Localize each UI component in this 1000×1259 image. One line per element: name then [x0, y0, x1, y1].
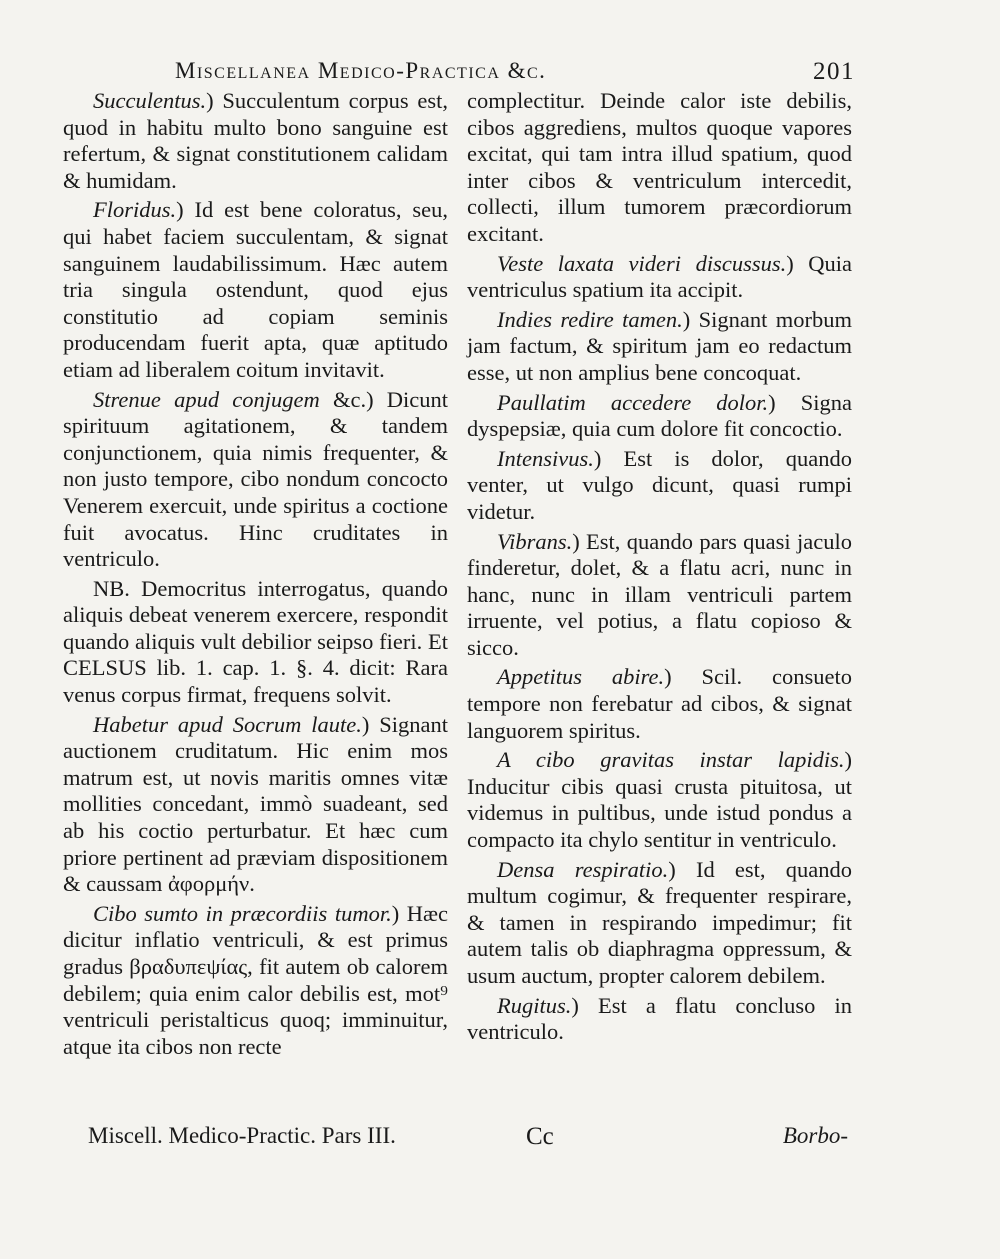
lemma: Paullatim accedere dolor. [497, 389, 769, 415]
commentary-entry [63, 88, 448, 194]
entry-text: ) Id est, quando multum cogimur, & frequenter respirare, & tamen in respirando impedimur; fit autem talis ob diaphragma oppressum, & usum auctum, propter calorem debilem. [467, 856, 853, 988]
commentary-entry [467, 307, 852, 387]
entry-text: ) Est is dolor, quando venter, ut vulgo dicunt, quasi rumpi videtur. [467, 445, 852, 524]
entry-text: ) Quia ventriculus spatium ita accipit. [467, 250, 852, 303]
commentary-entry [467, 857, 852, 990]
signature-mark: Cc [526, 1123, 554, 1150]
entry-text: NB. Democritus interrogatus, quando aliquis debeat venerem exercere, respondit quando aliquis vult debilior seipso fieri. Et CELSUS lib. 1. cap. 1. §. 4. dicit: Rara venus corpus firmat, frequens solvit. [63, 575, 448, 708]
entry-text: ) Signant auctionem cruditatum. Hic enim mos matrum est, ut novis maritis omnes vitæ mollities concedant, immò suadeant, sed ab his coctio perturbatur. Et hæc cum priore pertinent ad præviam dispositionem & caussam ἀφορμήν. [63, 711, 448, 897]
commentary-entry [467, 664, 852, 744]
entry-text: &c.) Dicunt spirituum agitationem, & tandem conjunctionem, quia nimis frequenter, & non justo tempore, cibo nondum concocto Venerem exercuit, unde spiritus a coctione fuit avocatus. Hinc cruditates in ventriculo. [63, 386, 448, 572]
commentary-entry [63, 712, 448, 898]
right-column [467, 88, 852, 1046]
lemma: Veste laxata videri discussus. [497, 250, 787, 276]
lemma: Densa respiratio. [497, 856, 669, 882]
lemma: Habetur apud Socrum laute. [93, 711, 362, 737]
commentary-entry [63, 387, 448, 573]
lemma: Rugitus. [497, 992, 572, 1018]
lemma: Vibrans. [497, 528, 573, 554]
entry-text: ) Inducitur cibis quasi crusta pituitosa, ut videmus in pultibus, unde istud pondus a compacto ita chylo sentitur in ventriculo. [467, 747, 852, 853]
commentary-entry [467, 251, 852, 304]
commentary-entry [63, 197, 448, 383]
entry-text: ) Signant morbum jam factum, & spiritum jam eo redactum esse, ut non amplius bene concoquat. [467, 306, 852, 385]
lemma: Strenue apud conjugem [93, 386, 320, 412]
commentary-entry [467, 993, 852, 1046]
page-number: 201 [813, 58, 855, 85]
entry-text: ) Est a flatu concluso in ventriculo. [467, 992, 852, 1045]
lemma: Appetitus abire. [497, 664, 665, 690]
commentary-entry [63, 901, 448, 1061]
footer-title: Miscell. Medico-Practic. Pars III. [88, 1123, 396, 1148]
left-column [63, 88, 448, 1060]
entry-text: complectitur. Deinde calor iste debilis, cibos aggrediens, multos quoque vapores excitat, qui tam intra illud spatium, quod inter cibos & ventriculum intercedit, collecti, illum tumorem præcordiorum excitant. [467, 88, 852, 246]
commentary-entry [467, 390, 852, 443]
lemma: Indies redire tamen. [497, 306, 683, 332]
entry-text: ) Hæc dicitur inflatio ventriculi, & est primus gradus βραδυπεψίας, fit autem ob calorem debilem; quia enim calor debilis est, mot⁹ ventriculi peristalticus quoq; imminuitur, atque ita cibos non recte [63, 900, 448, 1059]
lemma: Intensivus. [497, 445, 594, 471]
entry-text: ) Succulentum corpus est, quod in habitu multo bono sanguine est refertum, & signat constitutionem calidam & humidam. [63, 88, 448, 193]
lemma: Floridus. [93, 197, 177, 223]
entry-text: ) Est, quando pars quasi jaculo finderetur, dolet, & a flatu acri, nunc in hanc, nunc in illam ventriculi partem irruente, vel potius, a flatu copioso & sicco. [467, 528, 852, 660]
page-footer [88, 1123, 848, 1155]
entry-text: ) Scil. consueto tempore non ferebatur ad cibos, & signat languorem spiritus. [467, 664, 852, 743]
commentary-entry [467, 529, 852, 662]
entry-text: ) Signa dyspepsiæ, quia cum dolore fit concoctio. [467, 389, 852, 442]
commentary-entry [467, 88, 852, 248]
commentary-entry [63, 576, 448, 709]
lemma: A cibo gravitas instar lapidis. [497, 747, 845, 773]
lemma: Cibo sumto in præcordiis tumor. [93, 900, 392, 926]
lemma: Succulentus. [93, 88, 207, 113]
running-title: Miscellanea Medico-Practica &c. [175, 58, 547, 83]
entry-text: ) Id est bene coloratus, seu, qui habet faciem succulentam, & signat sanguinem laudabilissimum. Hæc autem tria singula ostendunt, quod ejus constitutio ad copiam seminis producendam fuerit apta, quæ aptitudo etiam ad liberalem coitum invitavit. [63, 197, 448, 382]
running-head [175, 58, 855, 88]
catchword: Borbo- [782, 1123, 848, 1148]
commentary-entry [467, 747, 852, 853]
commentary-entry [467, 446, 852, 526]
